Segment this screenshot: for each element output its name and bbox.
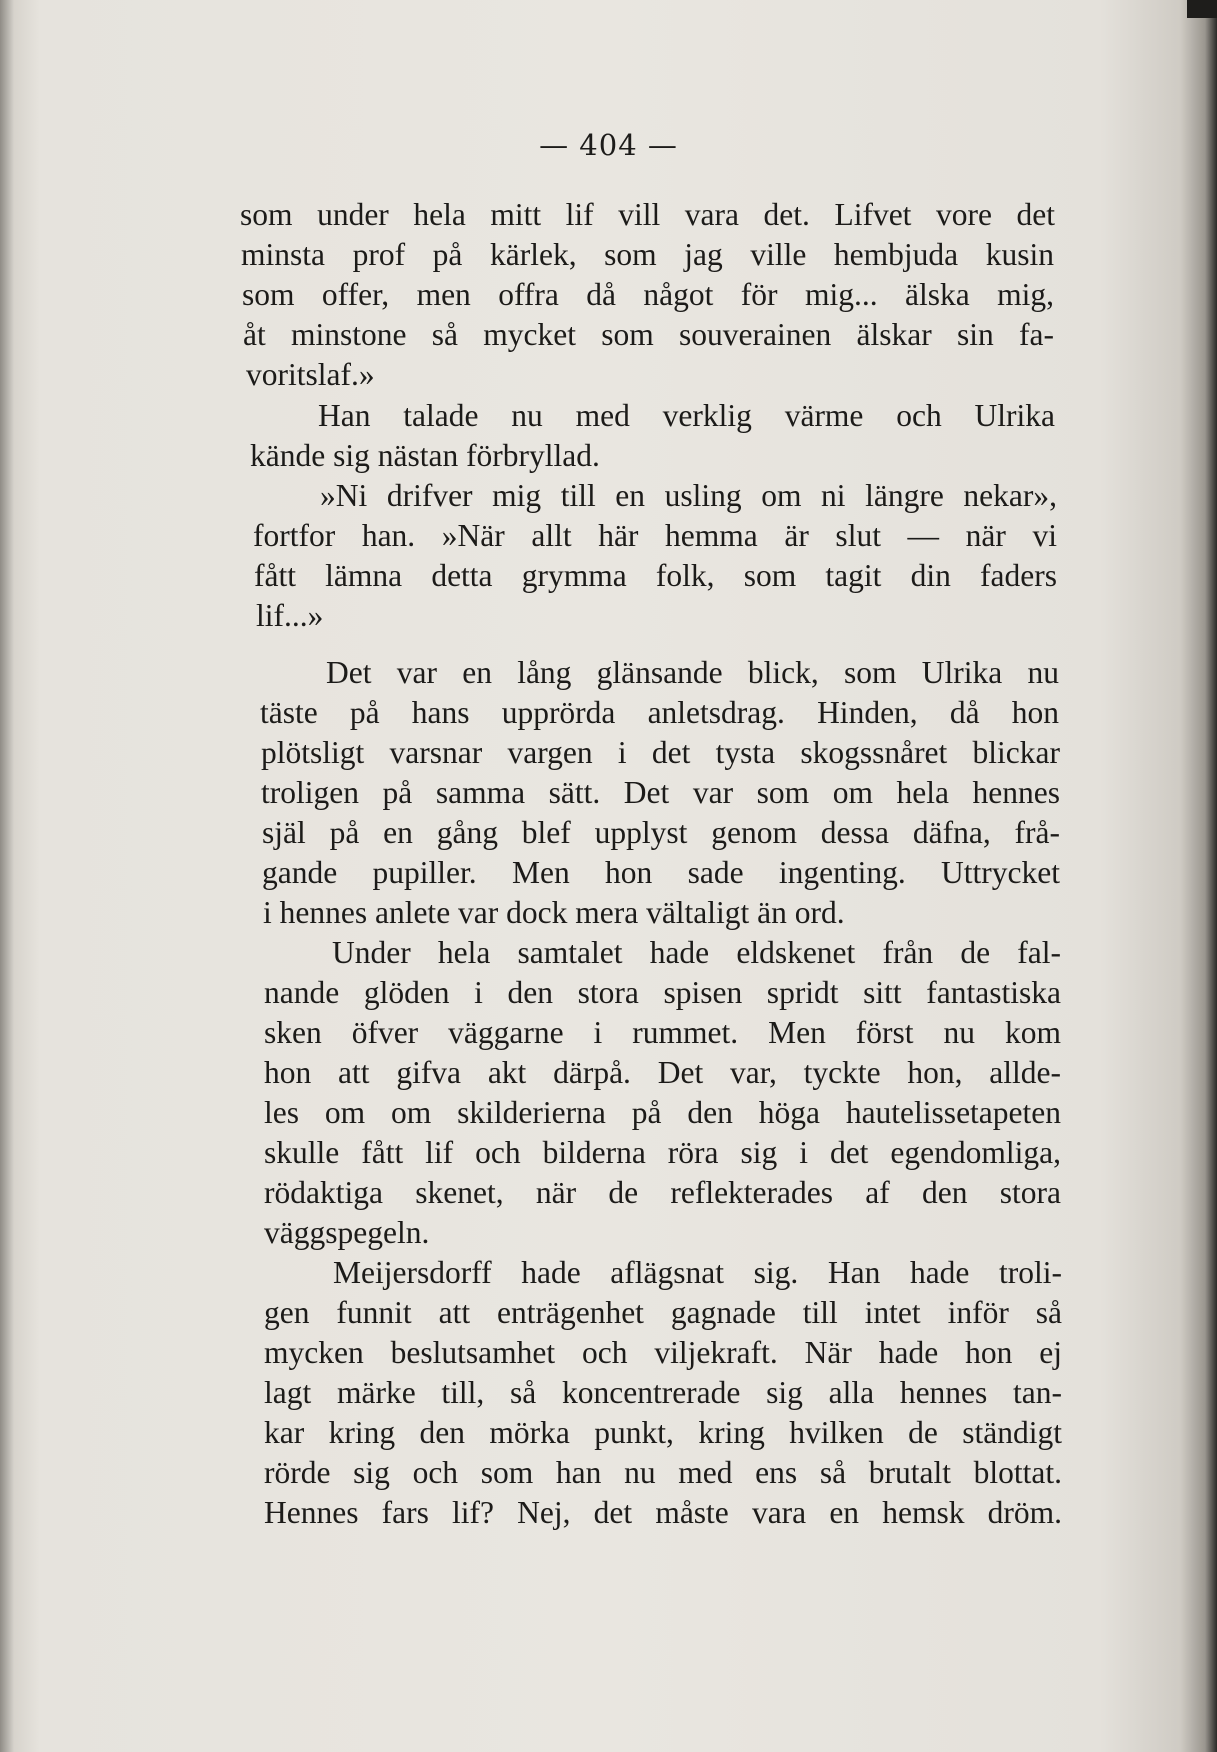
text-line: Hennes fars lif? Nej, det måste vara en hemsk dröm. (264, 1495, 1062, 1530)
page-number: — 404 — (539, 128, 678, 162)
text-line: rörde sig och som han nu med ens så brutalt blottat. (264, 1455, 1062, 1490)
text-line: Meijersdorff hade aflägsnat sig. Han hade troli- (333, 1255, 1062, 1290)
text-line: i hennes anlete var dock mera vältaligt än ord. (263, 895, 845, 930)
text-line: Han talade nu med verklig värme och Ulrika (318, 398, 1055, 433)
page-gutter-shadow (0, 0, 14, 1752)
text-line: minsta prof på kärlek, som jag ville hembjuda kusin (241, 237, 1054, 272)
text-line: sken öfver väggarne i rummet. Men först nu kom (264, 1015, 1061, 1050)
text-line: som offer, men offra då något för mig... älska mig, (242, 277, 1054, 312)
text-line: skulle fått lif och bilderna röra sig i det egendomliga, (264, 1135, 1061, 1170)
text-line: rödaktiga skenet, när de reflekterades af den stora (264, 1175, 1061, 1210)
text-line: själ på en gång blef upplyst genom dessa däfna, frå- (262, 815, 1060, 850)
text-line: väggspegeln. (264, 1215, 430, 1250)
text-line: gen funnit att enträgenhet gagnade till intet inför så (264, 1295, 1062, 1330)
text-line: täste på hans upprörda anletsdrag. Hinden, då hon (260, 695, 1059, 730)
text-line: nande glöden i den stora spisen spridt sitt fantastiska (264, 975, 1061, 1010)
text-line: som under hela mitt lif vill vara det. Lifvet vore det (240, 197, 1055, 232)
text-line: lif...» (256, 598, 324, 633)
text-line: Det var en lång glänsande blick, som Ulrika nu (326, 655, 1059, 690)
text-line: troligen på samma sätt. Det var som om hela hennes (261, 775, 1060, 810)
text-line: les om om skilderierna på den höga hautelissetapeten (264, 1095, 1061, 1130)
text-line: gande pupiller. Men hon sade ingenting. Uttrycket (262, 855, 1060, 890)
text-line: Under hela samtalet hade eldskenet från de fal- (332, 935, 1061, 970)
scan-corner-shadow (1187, 0, 1217, 18)
text-line: mycken beslutsamhet och viljekraft. När hade hon ej (264, 1335, 1062, 1370)
text-line: åt minstone så mycket som souverainen älskar sin fa- (243, 317, 1054, 352)
text-line: fått lämna detta grymma folk, som tagit din faders (254, 558, 1057, 593)
text-line: hon att gifva akt därpå. Det var, tyckte hon, allde- (264, 1055, 1061, 1090)
text-line: fortfor han. »När allt här hemma är slut — när vi (253, 518, 1057, 553)
text-line: »Ni drifver mig till en usling om ni längre nekar», (320, 478, 1057, 513)
text-line: voritslaf.» (246, 357, 375, 392)
text-line: plötsligt varsnar vargen i det tysta skogssnåret blickar (261, 735, 1060, 770)
text-line: kände sig nästan förbryllad. (250, 438, 600, 473)
text-line: kar kring den mörka punkt, kring hvilken de ständigt (264, 1415, 1062, 1450)
text-line: lagt märke till, så koncentrerade sig alla hennes tan- (264, 1375, 1062, 1410)
